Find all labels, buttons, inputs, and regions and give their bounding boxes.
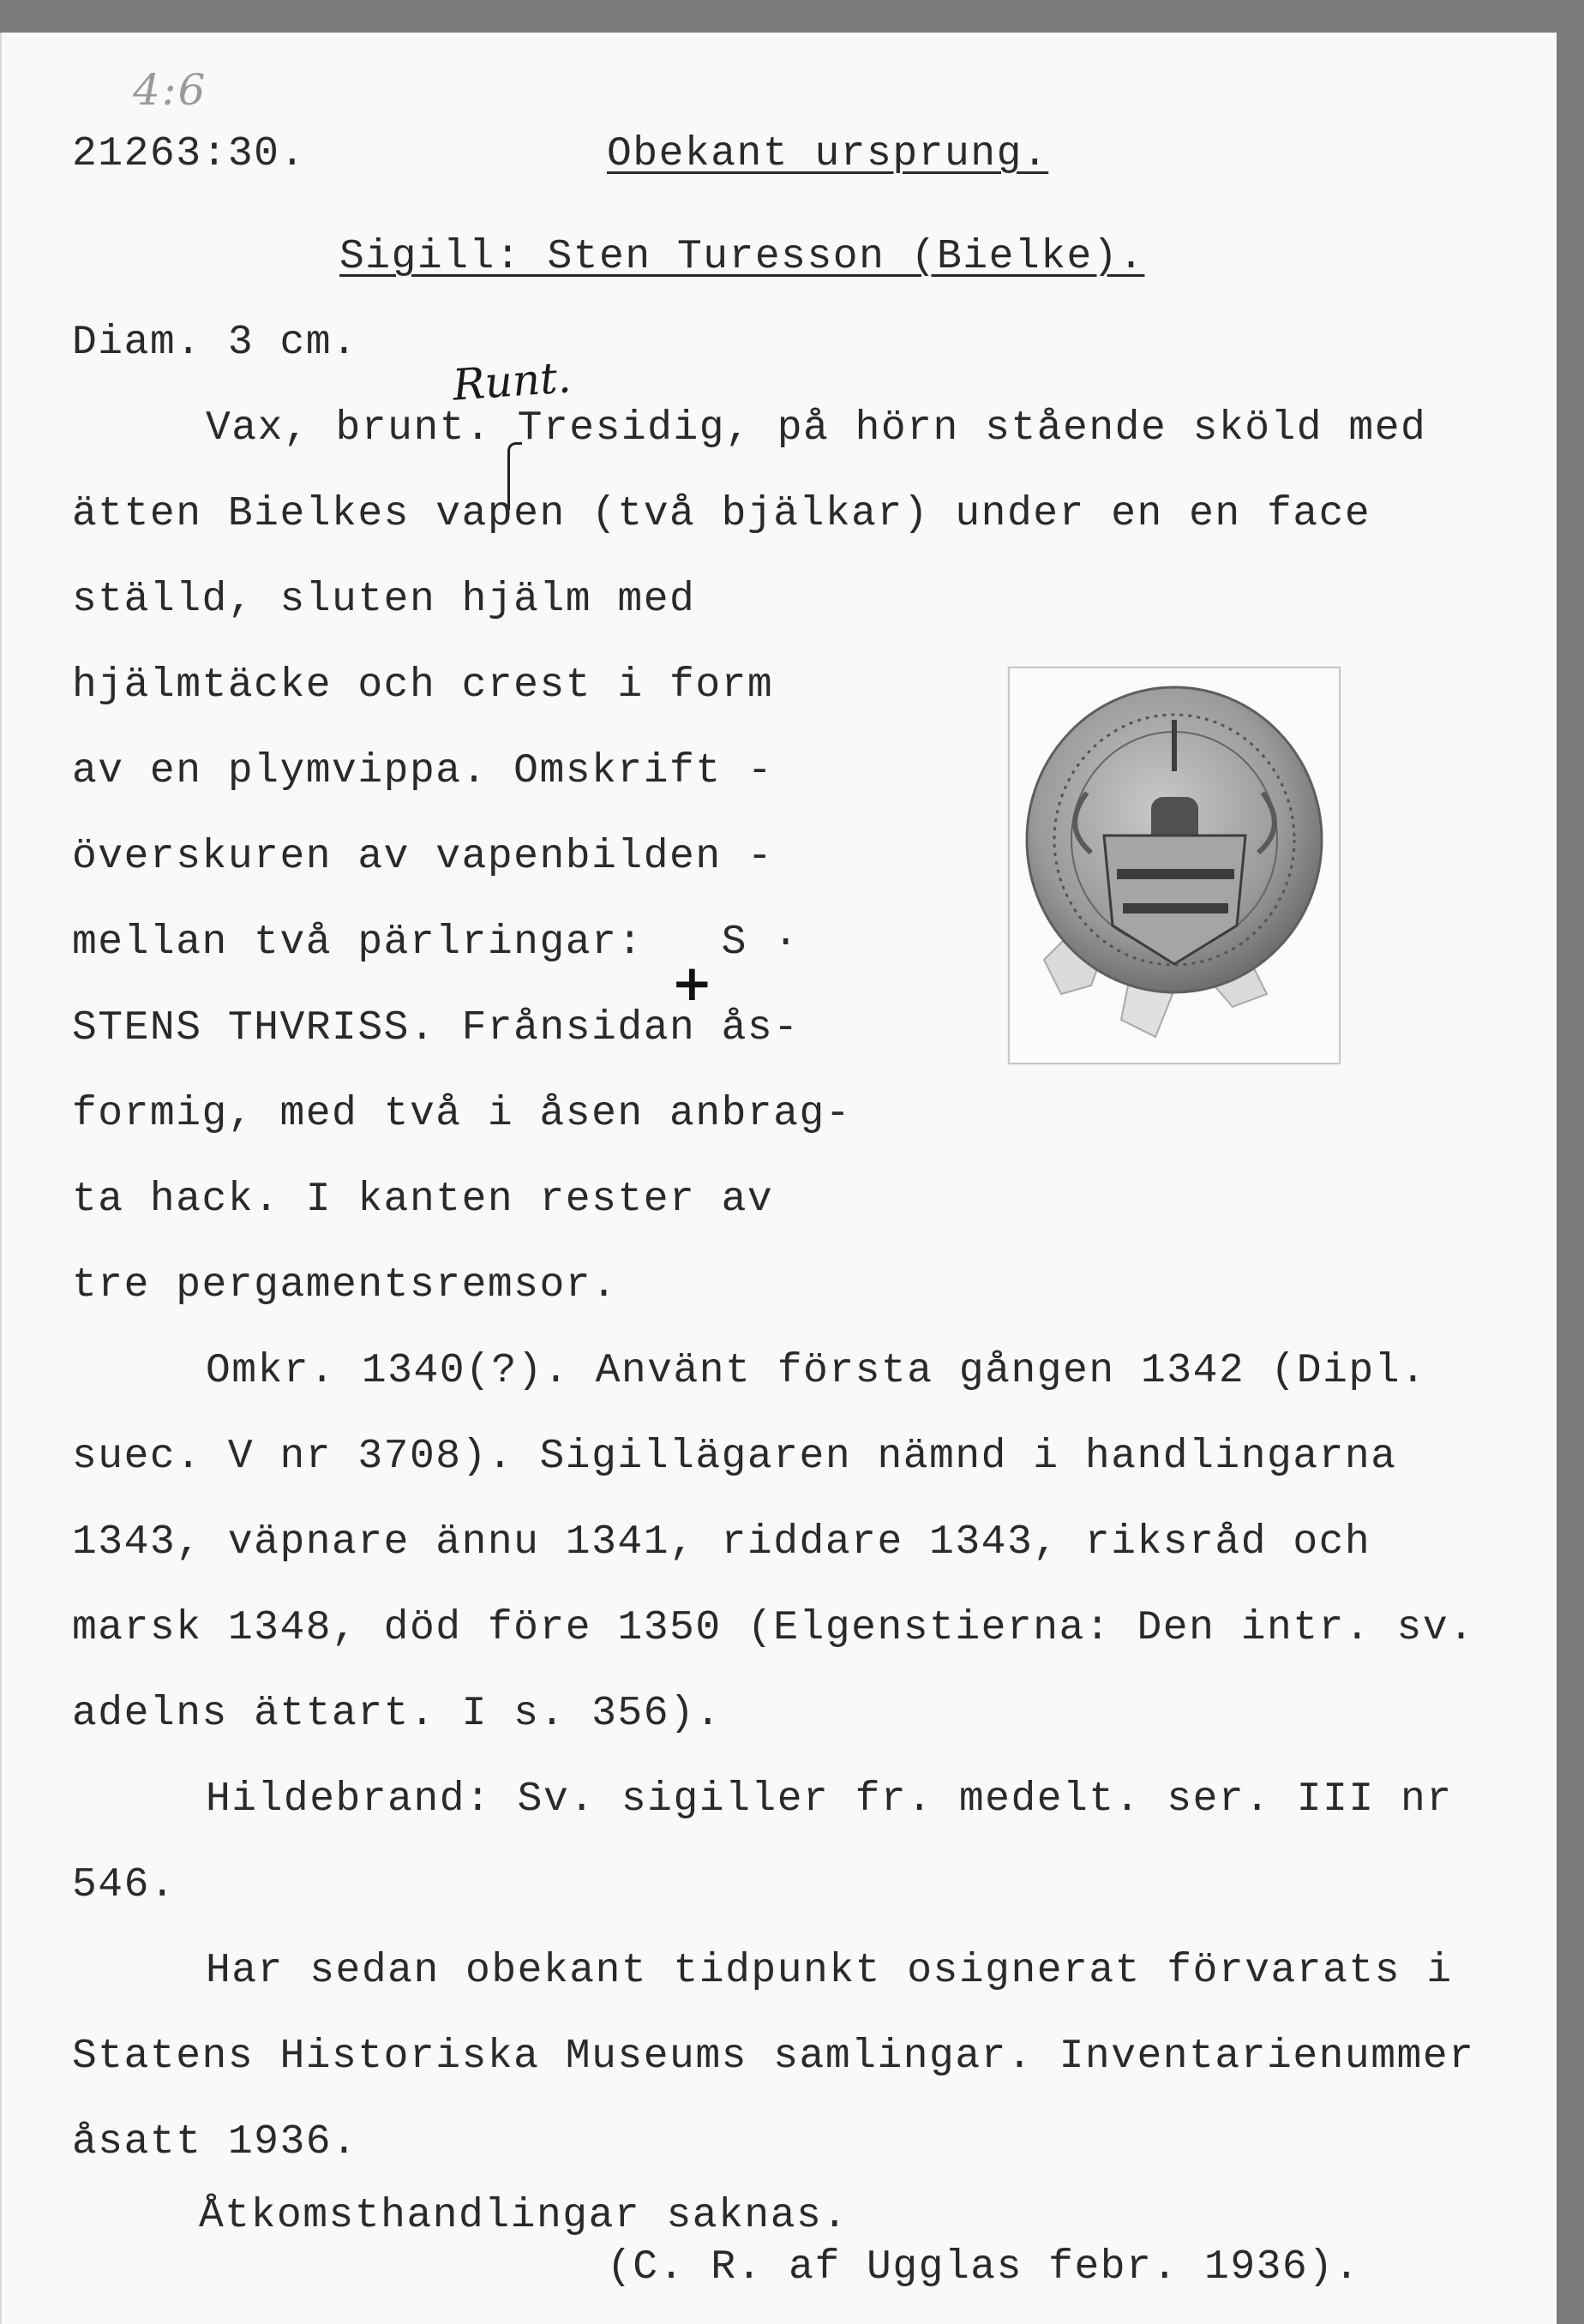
description-line: ta hack. I kanten rester av bbox=[72, 1177, 774, 1223]
description-line: tre pergamentsremsor. bbox=[72, 1262, 618, 1309]
seal-image bbox=[1010, 668, 1339, 1063]
history-line: marsk 1348, död före 1350 (Elgenstierna: Den intr. sv. bbox=[72, 1605, 1475, 1651]
corner-note: 4:6 bbox=[133, 65, 207, 115]
description-line: av en plymvippa. Omskrift - bbox=[72, 748, 774, 794]
description-line: STENS THVRISS. Frånsidan ås- bbox=[72, 1005, 800, 1051]
provenance-line: Har sedan obekant tidpunkt osignerat förvarats i bbox=[206, 1948, 1453, 1994]
inscription-cross: + bbox=[671, 954, 713, 1012]
description-line: Vax, brunt. Tresidig, på hörn stående sköld med bbox=[206, 405, 1427, 452]
history-line: 1343, väpnare ännu 1341, riddare 1343, riksråd och bbox=[72, 1519, 1371, 1566]
seal-photo bbox=[1008, 667, 1341, 1064]
history-line: adelns ättart. I s. 356). bbox=[72, 1691, 722, 1737]
diameter: Diam. 3 cm. bbox=[72, 320, 358, 366]
description-line: formig, med två i åsen anbrag- bbox=[72, 1091, 852, 1137]
provenance-line: Åtkomsthandlingar saknas. bbox=[199, 2193, 849, 2239]
catalog-card bbox=[0, 33, 1557, 2324]
description-line: ställd, sluten hjälm med bbox=[72, 577, 696, 623]
reference-line: Hildebrand: Sv. sigiller fr. medelt. ser. III nr bbox=[206, 1776, 1453, 1823]
provenance-line: Statens Historiska Museums samlingar. Inventarienummer bbox=[72, 2034, 1475, 2080]
description-line: hjälmtäcke och crest i form bbox=[72, 662, 774, 709]
origin-heading: Obekant ursprung. bbox=[607, 131, 1049, 177]
signature: (C. R. af Ugglas febr. 1936). bbox=[607, 2244, 1360, 2291]
description-line: överskuren av vapenbilden - bbox=[72, 834, 774, 880]
description-line: mellan två pärlringar: S · bbox=[72, 919, 800, 966]
history-line: suec. V nr 3708). Sigillägaren nämnd i handlingarna bbox=[72, 1434, 1397, 1480]
handwritten-insert: Runt. bbox=[451, 352, 573, 410]
history-line: Omkr. 1340(?). Använt första gången 1342 (Dipl. bbox=[206, 1348, 1427, 1394]
description-line: ätten Bielkes vapen (två bjälkar) under en en face bbox=[72, 491, 1371, 537]
reference-line: 546. bbox=[72, 1862, 177, 1908]
seal-title: Sigill: Sten Turesson (Bielke). bbox=[339, 234, 1145, 280]
provenance-line: åsatt 1936. bbox=[72, 2119, 358, 2165]
catalog-number: 21263:30. bbox=[72, 131, 306, 177]
